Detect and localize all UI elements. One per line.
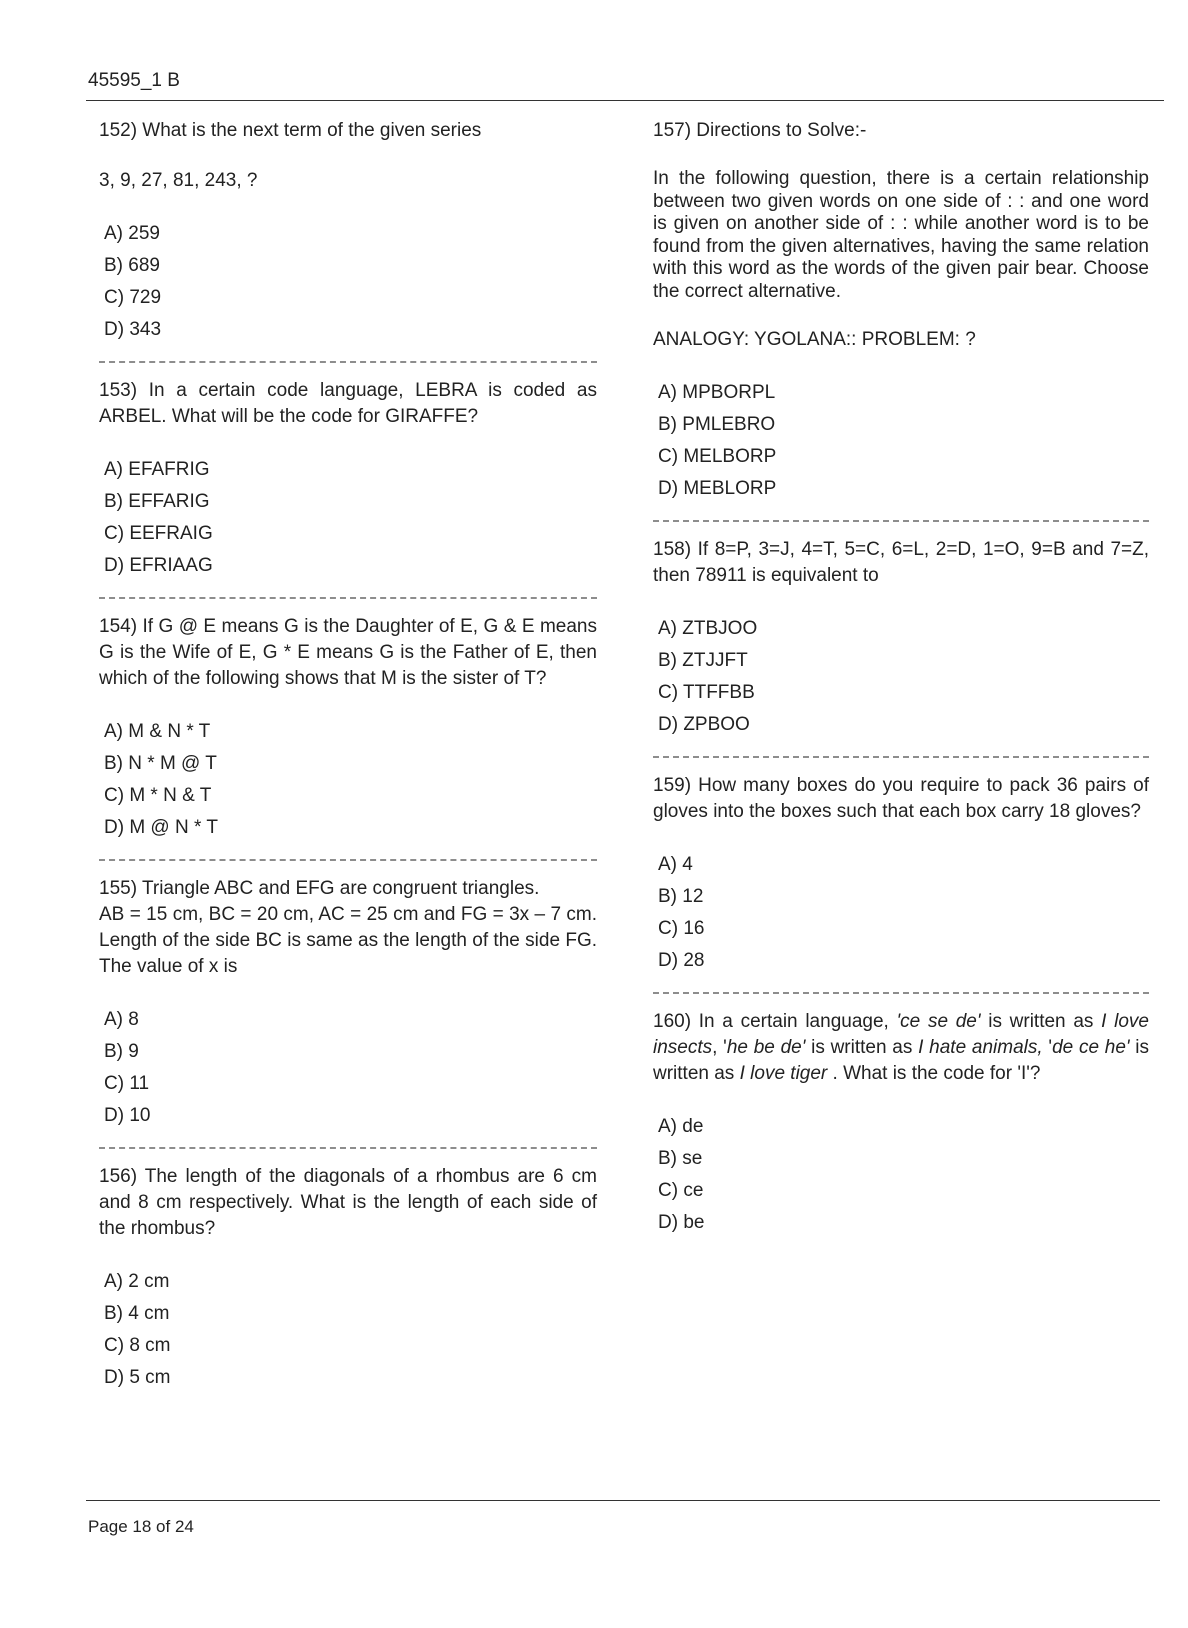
- option-a: A) 259: [104, 223, 160, 244]
- option-a: A) 4: [658, 854, 693, 875]
- document-code: 45595_1 B: [88, 70, 180, 91]
- question-154: [99, 614, 597, 844]
- option-a: A) EFAFRIG: [104, 459, 210, 480]
- question-text-line1: 155) Triangle ABC and EFG are congruent triangles.: [99, 878, 540, 899]
- option-b: B) 12: [658, 886, 704, 907]
- option-c: C) M * N & T: [104, 785, 212, 806]
- question-160: [653, 1009, 1149, 1239]
- option-a: A) MPBORPL: [658, 382, 776, 403]
- option-c: C) EEFRAIG: [104, 523, 213, 544]
- options-list: [653, 1111, 1149, 1239]
- question-separator: [99, 597, 597, 599]
- option-b: B) EFFARIG: [104, 491, 210, 512]
- question-156: [99, 1164, 597, 1394]
- question-separator: [653, 520, 1149, 522]
- code-example: 'ce se de': [896, 1011, 981, 1032]
- text-part: 160) In a certain language,: [653, 1011, 897, 1032]
- options-list: [653, 377, 1149, 505]
- option-a: A) 2 cm: [104, 1271, 170, 1292]
- options-list: [99, 716, 597, 844]
- question-152: [99, 118, 597, 346]
- meaning-example: I love insects: [653, 1011, 1149, 1058]
- question-158: [653, 537, 1149, 741]
- analogy-text: ANALOGY: YGOLANA:: PROBLEM: ?: [653, 329, 976, 350]
- options-list: [653, 849, 1149, 977]
- option-d: D) EFRIAAG: [104, 555, 213, 576]
- option-d: D) M @ N * T: [104, 817, 218, 838]
- question-text: 153) In a certain code language, LEBRA is coded as ARBEL. What will be the code for GIRAFFE?: [99, 380, 597, 427]
- option-d: D) 28: [658, 950, 705, 971]
- meaning-example: I love tiger: [739, 1063, 828, 1084]
- option-c: C) TTFFBB: [658, 682, 755, 703]
- option-c: C) ce: [658, 1180, 704, 1201]
- option-d: D) 5 cm: [104, 1367, 171, 1388]
- option-b: B) N * M @ T: [104, 753, 217, 774]
- options-list: [99, 1004, 597, 1132]
- option-d: D) 343: [104, 319, 162, 340]
- option-c: C) 16: [658, 918, 705, 939]
- options-list: [653, 613, 1149, 741]
- question-text: 152) What is the next term of the given series: [99, 120, 482, 141]
- question-separator: [653, 992, 1149, 994]
- option-a: A) M & N * T: [104, 721, 211, 742]
- option-d: D) MEBLORP: [658, 478, 777, 499]
- question-153: [99, 378, 597, 582]
- series-text: 3, 9, 27, 81, 243, ?: [99, 170, 258, 191]
- option-b: B) 4 cm: [104, 1303, 170, 1324]
- option-d: D) 10: [104, 1105, 151, 1126]
- option-b: B) PMLEBRO: [658, 414, 776, 435]
- question-separator: [653, 756, 1149, 758]
- option-d: D) ZPBOO: [658, 714, 750, 735]
- options-list: [99, 218, 597, 346]
- question-separator: [99, 859, 597, 861]
- options-list: [99, 1266, 597, 1394]
- option-c: C) MELBORP: [658, 446, 777, 467]
- text-part: is written as: [805, 1037, 919, 1058]
- question-text: 159) How many boxes do you require to pack 36 pairs of gloves into the boxes such that each box carry 18 gloves?: [653, 775, 1149, 822]
- page-number: Page 18 of 24: [88, 1517, 194, 1536]
- options-list: [99, 454, 597, 582]
- option-d: D) be: [658, 1212, 705, 1233]
- option-c: C) 8 cm: [104, 1335, 171, 1356]
- right-column: [653, 118, 1149, 1239]
- option-a: A) ZTBJOO: [658, 618, 758, 639]
- question-separator: [99, 1147, 597, 1149]
- footer-rule: [86, 1500, 1160, 1501]
- meaning-example: I hate animals,: [918, 1037, 1043, 1058]
- question-title: 157) Directions to Solve:-: [653, 120, 867, 141]
- text-part: is written as: [653, 1037, 1150, 1084]
- option-b: B) ZTJJFT: [658, 650, 748, 671]
- question-157: [653, 118, 1149, 505]
- question-text: 156) The length of the diagonals of a rhombus are 6 cm and 8 cm respectively. What is the length of each side of the rhombus?: [99, 1166, 597, 1239]
- header-rule: [86, 100, 1164, 101]
- text-part: , ': [712, 1037, 727, 1058]
- directions-text: In the following question, there is a certain relationship between two given words on one side of : : and one word is given on another side of : : while another word is to be found from the given alternatives, having the same relation with this word as the words of the given pair bear. Choose the correct alternative.: [653, 168, 1149, 302]
- question-159: [653, 773, 1149, 977]
- option-b: B) 9: [104, 1041, 139, 1062]
- question-separator: [99, 361, 597, 363]
- option-c: C) 729: [104, 287, 162, 308]
- left-column: [99, 118, 597, 1394]
- question-text: 154) If G @ E means G is the Daughter of E, G & E means G is the Wife of E, G * E means G is the Father of E, then which of the following shows that M is the sister of T?: [99, 616, 597, 689]
- text-part: ': [1042, 1037, 1053, 1058]
- text-part: . What is the code for 'I'?: [827, 1063, 1041, 1084]
- question-155: [99, 876, 597, 1132]
- code-example: he be de': [726, 1037, 806, 1058]
- question-text: 158) If 8=P, 3=J, 4=T, 5=C, 6=L, 2=D, 1=O, 9=B and 7=Z, then 78911 is equivalent to: [653, 539, 1149, 586]
- option-b: B) 689: [104, 255, 160, 276]
- text-part: is written as: [980, 1011, 1102, 1032]
- option-b: B) se: [658, 1148, 703, 1169]
- question-text-line2: AB = 15 cm, BC = 20 cm, AC = 25 cm and FG = 3x – 7 cm. Length of the side BC is same as the length of the side FG. The value of x is: [99, 904, 597, 977]
- option-a: A) 8: [104, 1009, 139, 1030]
- question-text: [653, 1009, 1149, 1087]
- option-a: A) de: [658, 1116, 704, 1137]
- option-c: C) 11: [104, 1073, 150, 1094]
- code-example: de ce he': [1052, 1037, 1130, 1058]
